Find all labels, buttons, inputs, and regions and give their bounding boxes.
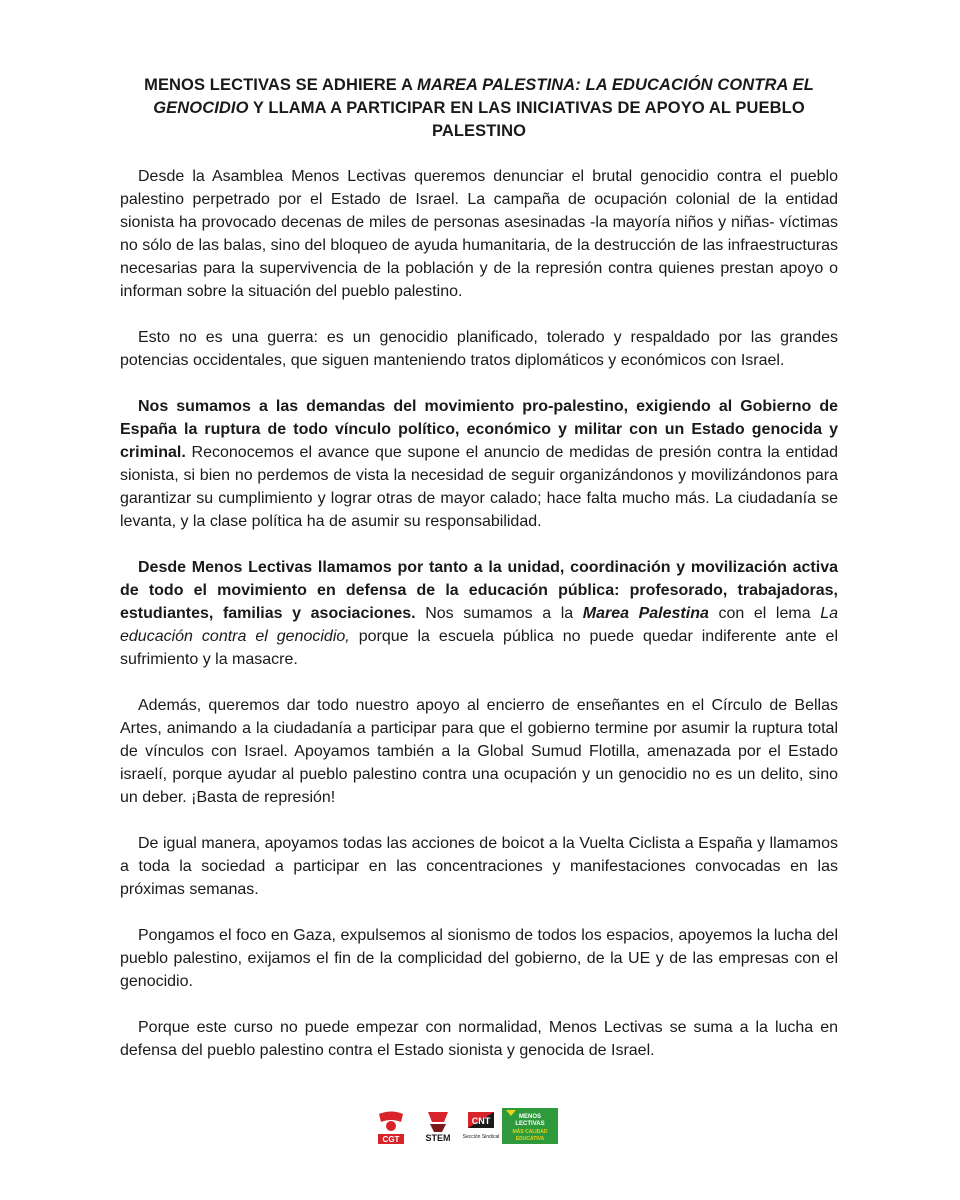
document-body: [120, 74, 838, 1062]
paragraph-4-mid: Nos sumamos a la: [415, 605, 583, 622]
cgt-logo-text: CGT: [382, 1135, 400, 1144]
paragraph-7: Pongamos el foco en Gaza, expulsemos al sionismo de todos los espacios, apoyemos la lucha del pueblo palestino, exijamos el fin de la complicidad del gobierno, de la UE y de las empresas con el genocidio.: [120, 927, 838, 990]
paragraph-4-bold-italic: Marea Palestina: [582, 605, 709, 622]
paragraph-4-mid2: con el lema: [708, 605, 821, 622]
document-title: [120, 74, 838, 143]
cgt-logo: [372, 1108, 410, 1146]
ml-logo-line-3: MÁS CALIDAD: [512, 1129, 548, 1135]
paragraph-5: Además, queremos dar todo nuestro apoyo al encierro de enseñantes en el Círculo de Bellas Artes, animando a la ciudadanía a participar para que el gobierno termine por asumir la ruptura total de vínculos con Israel. Apoyamos también a la Global Sumud Flotilla, amenazada por el Estado israelí, porque ayudar al pueblo palestino contra una ocupación y un genocidio no es un delito, sino un deber. ¡Basta de represión!: [120, 697, 838, 806]
paragraph-3-rest: Reconocemos el avance que supone el anuncio de medidas de presión contra la entidad sionista, si bien no perdemos de vista la necesidad de seguir organizándonos y movilizándonos para garantizar su cumplimiento y lograr otras de mayor calado; hace falta mucho más. La ciudadanía se levanta, y la clase política ha de asumir su responsabilidad.: [120, 444, 838, 530]
footer-logos: [372, 1108, 562, 1148]
ml-logo-line-2: LECTIVAS: [515, 1121, 545, 1127]
paragraph-6: De igual manera, apoyamos todas las acciones de boicot a la Vuelta Ciclista a España y llamamos a toda la sociedad a participar en las concentraciones y manifestaciones convocadas en las próximas semanas.: [120, 835, 838, 898]
stem-logo: [420, 1108, 456, 1146]
ml-logo-line-4: EDUCATIVA: [515, 1136, 545, 1142]
stem-logo-text: STEM: [425, 1133, 451, 1143]
title-text-1: MENOS LECTIVAS SE ADHIERE A: [144, 76, 418, 94]
paragraph-4: [120, 556, 838, 671]
paragraph-8: Porque este curso no puede empezar con normalidad, Menos Lectivas se suma a la lucha en defensa del pueblo palestino contra el Estado sionista y genocida de Israel.: [120, 1019, 838, 1059]
paragraph-2: Esto no es una guerra: es un genocidio planificado, tolerado y respaldado por las grandes potencias occidentales, que siguen manteniendo tratos diplomáticos y económicos con Israel.: [120, 329, 838, 369]
paragraph-4-rest: porque la escuela pública no puede quedar indiferente ante el sufrimiento y la masacre.: [120, 628, 838, 668]
menos-lectivas-logo: [502, 1108, 558, 1144]
ml-logo-line-1: MENOS: [518, 1114, 542, 1120]
paragraph-3: [120, 395, 838, 533]
cnt-logo-subtext: Sección Sindical: [462, 1134, 500, 1140]
paragraph-3-bold: Nos sumamos a las demandas del movimiento pro-palestino, exigiendo al Gobierno de España la ruptura de todo vínculo político, económico y militar con un Estado genocida y criminal.: [120, 398, 838, 461]
cnt-logo: [462, 1108, 500, 1146]
paragraph-4-italic: La educación contra el genocidio,: [120, 605, 839, 645]
paragraph-4-bold: Desde Menos Lectivas llamamos por tanto a la unidad, coordinación y movilización activa de todo el movimiento en defensa de la educación pública: profesorado, trabajadoras, estudiantes, familias y asociaciones.: [120, 559, 838, 622]
cnt-logo-text: CNT: [471, 1116, 491, 1126]
title-text-2: Y LLAMA A PARTICIPAR EN LAS INICIATIVAS DE APOYO AL PUEBLO PALESTINO: [248, 99, 805, 140]
title-italic-text: MAREA PALESTINA: LA EDUCACIÓN CONTRA EL GENOCIDIO: [153, 76, 814, 117]
paragraph-1: Desde la Asamblea Menos Lectivas queremos denunciar el brutal genocidio contra el pueblo palestino perpetrado por el Estado de Israel. La campaña de ocupación colonial de la entidad sionista ha provocado decenas de miles de personas asesinadas -la mayoría niños y niñas- víctimas no sólo de las balas, sino del bloqueo de ayuda humanitaria, de la destrucción de las infraestructuras necesarias para la supervivencia de la población y de la represión contra quienes prestan apoyo o informan sobre la situación del pueblo palestino.: [120, 168, 838, 300]
